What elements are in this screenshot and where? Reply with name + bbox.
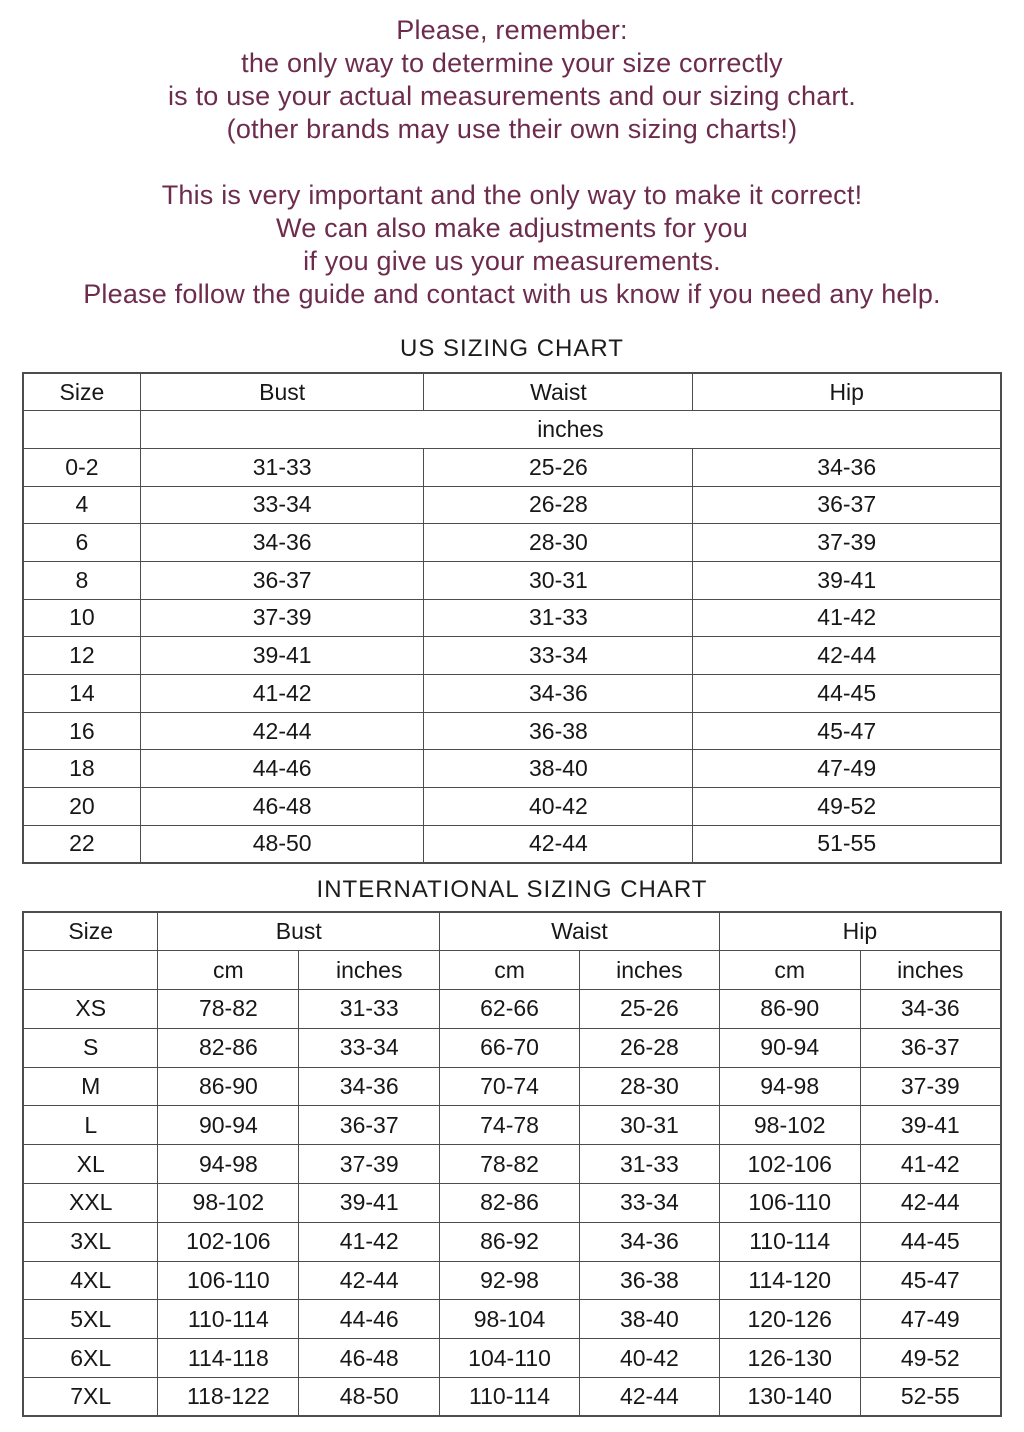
table-cell: 98-102 [158, 1184, 299, 1223]
table-cell: 86-90 [719, 990, 860, 1029]
table-cell: 36-37 [693, 486, 1001, 524]
us-table-body [23, 448, 1001, 863]
table-cell: 41-42 [140, 675, 424, 713]
unit-label-waist-inches: inches [579, 951, 719, 990]
table-cell: 36-37 [140, 561, 424, 599]
table-cell: 82-86 [158, 1028, 299, 1067]
intro-line: Please follow the guide and contact with us know if you need any help. [83, 279, 941, 309]
table-cell: 51-55 [693, 825, 1001, 863]
table-cell: 34-36 [579, 1222, 719, 1261]
table-cell: 33-34 [299, 1028, 440, 1067]
table-cell: 49-52 [860, 1339, 1001, 1378]
table-cell: 52-55 [860, 1378, 1001, 1417]
table-cell: 44-45 [693, 675, 1001, 713]
column-header-hip: Hip [693, 373, 1001, 411]
intro-line: (other brands may use their own sizing charts!) [226, 114, 798, 144]
table-cell: 31-33 [579, 1145, 719, 1184]
table-cell: 26-28 [579, 1028, 719, 1067]
table-cell: 36-38 [424, 712, 693, 750]
header-row [23, 912, 1001, 951]
table-cell: 70-74 [440, 1067, 580, 1106]
table-cell: 104-110 [440, 1339, 580, 1378]
table-cell: 45-47 [693, 712, 1001, 750]
table-cell: 3XL [23, 1222, 158, 1261]
table-row [23, 1339, 1001, 1378]
table-cell: 82-86 [440, 1184, 580, 1223]
table-row [23, 1300, 1001, 1339]
table-cell: 30-31 [424, 561, 693, 599]
table-cell: 74-78 [440, 1106, 580, 1145]
intro-line: This is very important and the only way to make it correct! [161, 180, 863, 210]
table-row [23, 561, 1001, 599]
table-cell: 6 [23, 524, 140, 562]
table-cell: 114-118 [158, 1339, 299, 1378]
table-cell: 34-36 [860, 990, 1001, 1029]
table-cell: 10 [23, 599, 140, 637]
table-row [23, 825, 1001, 863]
table-cell: 39-41 [140, 637, 424, 675]
table-cell: 34-36 [424, 675, 693, 713]
table-row [23, 712, 1001, 750]
table-cell: 36-38 [579, 1261, 719, 1300]
intro-line: We can also make adjustments for you [276, 213, 748, 243]
unit-label-hip-cm: cm [719, 951, 860, 990]
table-cell: 62-66 [440, 990, 580, 1029]
table-cell: 45-47 [860, 1261, 1001, 1300]
table-cell: 130-140 [719, 1378, 860, 1417]
table-cell: 39-41 [299, 1184, 440, 1223]
table-cell: 31-33 [140, 448, 424, 486]
column-header-bust: Bust [158, 912, 440, 951]
table-cell: 36-37 [299, 1106, 440, 1145]
table-cell: 98-102 [719, 1106, 860, 1145]
table-cell: 102-106 [719, 1145, 860, 1184]
unit-label-waist-cm: cm [440, 951, 580, 990]
table-cell: 110-114 [719, 1222, 860, 1261]
table-cell: XS [23, 990, 158, 1029]
table-cell: 44-45 [860, 1222, 1001, 1261]
table-cell: 40-42 [424, 788, 693, 826]
intl-chart-title: INTERNATIONAL SIZING CHART [316, 875, 708, 903]
table-cell: 38-40 [579, 1300, 719, 1339]
international-sizing-table [22, 911, 1002, 1417]
table-cell: 18 [23, 750, 140, 788]
table-cell: 6XL [23, 1339, 158, 1378]
table-cell: 33-34 [140, 486, 424, 524]
table-cell: 49-52 [693, 788, 1001, 826]
table-cell: 90-94 [158, 1106, 299, 1145]
table-cell: 118-122 [158, 1378, 299, 1417]
table-row [23, 1378, 1001, 1417]
empty-cell [23, 411, 140, 449]
table-cell: 42-44 [140, 712, 424, 750]
table-cell: 7XL [23, 1378, 158, 1417]
table-cell: 106-110 [719, 1184, 860, 1223]
table-cell: 31-33 [424, 599, 693, 637]
table-cell: L [23, 1106, 158, 1145]
table-row [23, 990, 1001, 1029]
table-cell: XXL [23, 1184, 158, 1223]
table-cell: 37-39 [299, 1145, 440, 1184]
intro-paragraph-2 [22, 179, 1002, 311]
table-row [23, 1261, 1001, 1300]
table-cell: 126-130 [719, 1339, 860, 1378]
table-row [23, 1067, 1001, 1106]
table-cell: 34-36 [140, 524, 424, 562]
table-cell: 41-42 [860, 1145, 1001, 1184]
empty-cell [23, 951, 158, 990]
intl-table-body [23, 990, 1001, 1417]
table-cell: 42-44 [860, 1184, 1001, 1223]
table-cell: 106-110 [158, 1261, 299, 1300]
table-cell: 78-82 [440, 1145, 580, 1184]
column-header-waist: Waist [440, 912, 720, 951]
table-cell: 28-30 [424, 524, 693, 562]
table-cell: 37-39 [140, 599, 424, 637]
table-cell: 47-49 [860, 1300, 1001, 1339]
column-header-hip: Hip [719, 912, 1001, 951]
table-cell: 66-70 [440, 1028, 580, 1067]
table-row [23, 1028, 1001, 1067]
table-cell: 36-37 [860, 1028, 1001, 1067]
table-cell: M [23, 1067, 158, 1106]
unit-label-bust-inches: inches [299, 951, 440, 990]
table-cell: 41-42 [299, 1222, 440, 1261]
table-cell: 39-41 [693, 561, 1001, 599]
intro-line: is to use your actual measurements and our sizing chart. [167, 81, 857, 111]
table-row [23, 675, 1001, 713]
table-cell: 86-92 [440, 1222, 580, 1261]
table-row [23, 1222, 1001, 1261]
table-row [23, 788, 1001, 826]
unit-row [23, 951, 1001, 990]
table-cell: 39-41 [860, 1106, 1001, 1145]
table-cell: 42-44 [579, 1378, 719, 1417]
table-row [23, 637, 1001, 675]
table-cell: 38-40 [424, 750, 693, 788]
unit-label-bust-cm: cm [158, 951, 299, 990]
table-cell: 34-36 [299, 1067, 440, 1106]
table-cell: XL [23, 1145, 158, 1184]
table-row [23, 486, 1001, 524]
unit-row [23, 411, 1001, 449]
table-cell: 94-98 [158, 1145, 299, 1184]
table-cell: 92-98 [440, 1261, 580, 1300]
table-cell: 114-120 [719, 1261, 860, 1300]
table-cell: 34-36 [693, 448, 1001, 486]
intro-text [22, 14, 1002, 311]
table-cell: 12 [23, 637, 140, 675]
table-cell: 98-104 [440, 1300, 580, 1339]
table-row [23, 524, 1001, 562]
intro-line: Please, remember: [396, 15, 628, 45]
intro-paragraph-1 [22, 14, 1002, 146]
us-sizing-table [22, 372, 1002, 864]
table-cell: 28-30 [579, 1067, 719, 1106]
unit-label: inches [140, 411, 1001, 449]
table-cell: 26-28 [424, 486, 693, 524]
table-cell: 5XL [23, 1300, 158, 1339]
table-cell: 41-42 [693, 599, 1001, 637]
table-cell: 22 [23, 825, 140, 863]
table-cell: 110-114 [158, 1300, 299, 1339]
intro-line: the only way to determine your size correctly [241, 48, 783, 78]
column-header-bust: Bust [140, 373, 424, 411]
table-cell: 25-26 [579, 990, 719, 1029]
table-row [23, 1184, 1001, 1223]
table-row [23, 599, 1001, 637]
table-cell: S [23, 1028, 158, 1067]
table-cell: 86-90 [158, 1067, 299, 1106]
table-cell: 16 [23, 712, 140, 750]
table-cell: 48-50 [299, 1378, 440, 1417]
table-cell: 40-42 [579, 1339, 719, 1378]
table-cell: 47-49 [693, 750, 1001, 788]
table-cell: 110-114 [440, 1378, 580, 1417]
table-cell: 44-46 [140, 750, 424, 788]
table-row [23, 448, 1001, 486]
table-cell: 102-106 [158, 1222, 299, 1261]
unit-label-hip-inches: inches [860, 951, 1001, 990]
intro-line: if you give us your measurements. [303, 246, 721, 276]
table-cell: 4 [23, 486, 140, 524]
table-row [23, 1145, 1001, 1184]
table-cell: 4XL [23, 1261, 158, 1300]
column-header-waist: Waist [424, 373, 693, 411]
table-cell: 78-82 [158, 990, 299, 1029]
table-cell: 33-34 [579, 1184, 719, 1223]
table-cell: 46-48 [140, 788, 424, 826]
table-cell: 37-39 [693, 524, 1001, 562]
table-row [23, 1106, 1001, 1145]
table-cell: 20 [23, 788, 140, 826]
table-cell: 120-126 [719, 1300, 860, 1339]
table-cell: 31-33 [299, 990, 440, 1029]
header-row [23, 373, 1001, 411]
table-cell: 42-44 [424, 825, 693, 863]
table-cell: 46-48 [299, 1339, 440, 1378]
column-header-size: Size [23, 373, 140, 411]
table-cell: 37-39 [860, 1067, 1001, 1106]
us-chart-title: US SIZING CHART [400, 335, 624, 362]
table-cell: 42-44 [693, 637, 1001, 675]
table-cell: 8 [23, 561, 140, 599]
table-cell: 42-44 [299, 1261, 440, 1300]
table-cell: 0-2 [23, 448, 140, 486]
column-header-size: Size [23, 912, 158, 951]
table-cell: 94-98 [719, 1067, 860, 1106]
table-row [23, 750, 1001, 788]
table-cell: 33-34 [424, 637, 693, 675]
table-cell: 25-26 [424, 448, 693, 486]
table-cell: 48-50 [140, 825, 424, 863]
table-cell: 44-46 [299, 1300, 440, 1339]
table-cell: 90-94 [719, 1028, 860, 1067]
table-cell: 14 [23, 675, 140, 713]
table-cell: 30-31 [579, 1106, 719, 1145]
